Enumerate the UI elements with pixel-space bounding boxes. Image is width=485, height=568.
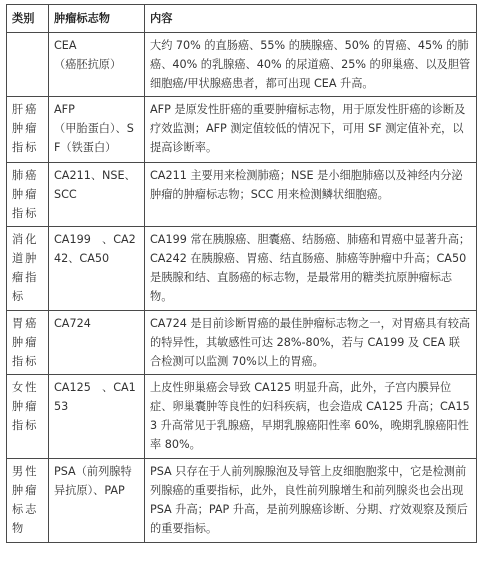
table-row [7, 459, 477, 543]
marker-cell: CEA （癌胚抗原） [49, 33, 145, 97]
header-row [7, 5, 477, 33]
category-cell: 肝癌肿瘤指标 [7, 97, 49, 163]
table-row [7, 163, 477, 227]
header-content: 内容 [145, 5, 477, 33]
table-row [7, 33, 477, 97]
category-cell: 消化道肿瘤指标 [7, 227, 49, 311]
content-cell: CA199 常在胰腺癌、胆囊癌、结肠癌、肺癌和胃癌中显著升高；CA242 在胰腺癌、胃癌、结直肠癌、肺癌等肿瘤中升高；CA50 是胰腺和结、直肠癌的标志物，是最常用的糖类抗原肿瘤标志物。 [145, 227, 477, 311]
marker-cell: CA125 、CA153 [49, 375, 145, 459]
content-cell: AFP 是原发性肝癌的重要肿瘤标志物，用于原发性肝癌的诊断及疗效监测；AFP 测定值较低的情况下，可用 SF 测定值补充，以提高诊断率。 [145, 97, 477, 163]
tumor-marker-table [6, 4, 477, 543]
table-body [7, 33, 477, 543]
content-cell: 上皮性卵巢癌会导致 CA125 明显升高，此外，子宫内膜异位症、卵巢囊肿等良性的妇科疾病，也会造成 CA125 升高；CA153 升高常见于乳腺癌，早期乳腺癌阳性率 60%，晚期乳腺癌阳性率 80%。 [145, 375, 477, 459]
marker-cell: CA211、NSE、SCC [49, 163, 145, 227]
table-row [7, 97, 477, 163]
table-header [7, 5, 477, 33]
content-cell: 大约 70% 的直肠癌、55% 的胰腺癌、50% 的胃癌、45% 的肺癌、40% 的乳腺癌、40% 的尿道癌、25% 的卵巢癌、以及胆管细胞癌/甲状腺癌患者，都可出现 CEA 升高。 [145, 33, 477, 97]
category-cell [7, 33, 49, 97]
table-row [7, 227, 477, 311]
content-cell: PSA 只存在于人前列腺腺泡及导管上皮细胞胞浆中，它是检测前列腺癌的重要指标，此外，良性前列腺增生和前列腺炎也会出现 PSA 升高；PAP 升高，是前列腺癌诊断、分期、疗效观察及预后的重要指标。 [145, 459, 477, 543]
marker-cell: CA199 、CA242、CA50 [49, 227, 145, 311]
marker-cell: CA724 [49, 311, 145, 375]
category-cell: 男性肿瘤标志物 [7, 459, 49, 543]
header-category: 类别 [7, 5, 49, 33]
marker-cell: AFP （甲胎蛋白）、SF（铁蛋白） [49, 97, 145, 163]
table-row [7, 311, 477, 375]
header-marker: 肿瘤标志物 [49, 5, 145, 33]
content-cell: CA724 是目前诊断胃癌的最佳肿瘤标志物之一，对胃癌具有较高的特异性，其敏感性可达 28%-80%，若与 CA199 及 CEA 联合检测可以监测 70%以上的胃癌。 [145, 311, 477, 375]
category-cell: 胃癌肿瘤指标 [7, 311, 49, 375]
category-cell: 女性肿瘤指标 [7, 375, 49, 459]
category-cell: 肺癌肿瘤指标 [7, 163, 49, 227]
content-cell: CA211 主要用来检测肺癌；NSE 是小细胞肺癌以及神经内分泌肿瘤的肿瘤标志物；SCC 用来检测鳞状细胞癌。 [145, 163, 477, 227]
marker-cell: PSA（前列腺特异抗原）、PAP [49, 459, 145, 543]
table-row [7, 375, 477, 459]
